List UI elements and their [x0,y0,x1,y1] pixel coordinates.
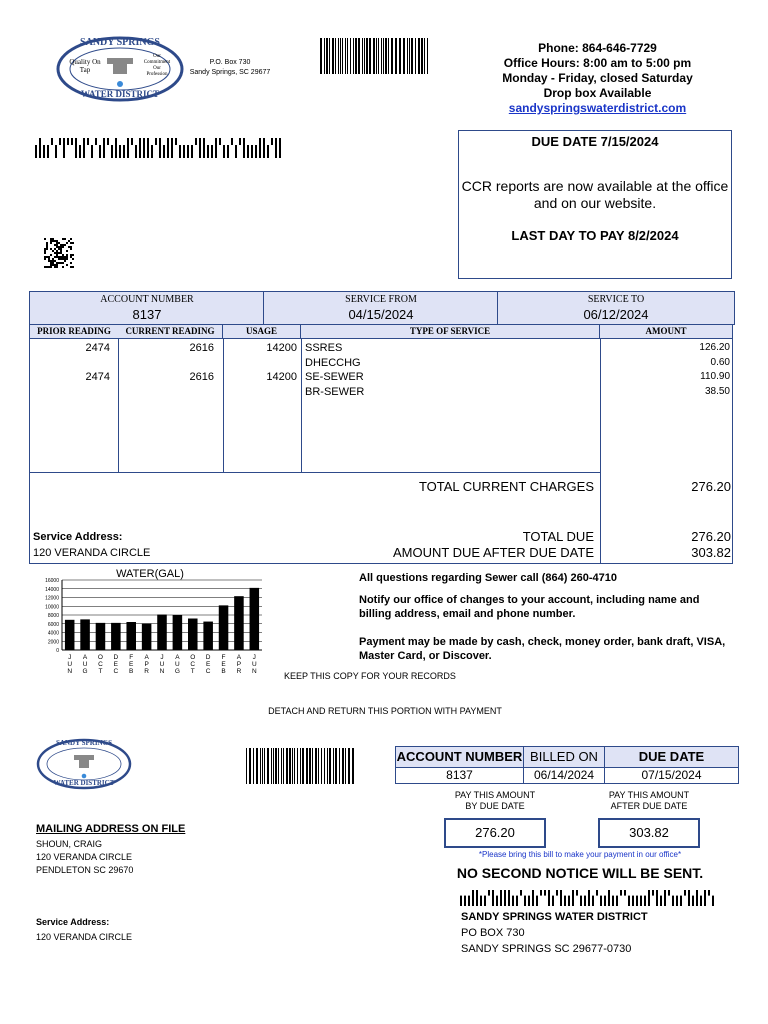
chart-bar [126,622,136,650]
usage-chart [30,566,280,686]
cell-type: SE-SEWER [305,371,364,383]
chart-x-tick-label: J [252,654,256,661]
cell-prior: 2474 [85,371,110,383]
chart-x-tick-label: D [205,654,211,661]
chart-x-tick-label: T [98,668,103,675]
col-prior-header: PRIOR READING [30,325,119,339]
chart-x-tick-label: J [68,654,72,661]
stub-service-label: Service Address: [36,917,110,927]
chart-x-tick-label: C [190,661,196,668]
chart-x-tick-label: B [129,668,134,675]
cell-current: 2616 [189,371,214,383]
mailing-address: SHOUN, CRAIG 120 VERANDA CIRCLE PENDLETON SC 29670 [36,839,134,875]
chart-y-tick-label: 16000 [45,578,59,584]
chart-x-tick-label: A [82,654,88,661]
chart-bar [80,619,90,650]
logo-left-text: Quality On Tap [69,58,101,74]
cell-usage: 14200 [266,342,297,354]
cell-type: BR-SEWER [305,385,365,398]
chart-x-tick-label: A [175,654,180,661]
no-second-notice: NO SECOND NOTICE WILL BE SENT. [456,865,704,881]
chart-bar [65,620,75,650]
chart-bar [234,596,244,650]
chart-x-tick-label: G [174,668,180,675]
qr-code [44,238,74,268]
stub-account-number: 8137 [396,767,524,783]
total-current-label: TOTAL CURRENT CHARGES [418,479,594,494]
stub-logo: SANDY SPRINGS WATER DISTRICT [36,738,132,790]
chart-x-tick-label: N [159,668,165,675]
pay-after-label: PAY THIS AMOUNT AFTER DUE DATE [608,790,690,811]
cell-amount: 126.20 [699,342,730,353]
service-from-cell: SERVICE FROM 04/15/2024 [263,291,499,325]
chart-x-tick-label: U [251,661,257,668]
chart-title: WATER(GAL) [116,568,184,580]
service-from: 04/15/2024 [348,307,414,322]
barcode-top [320,38,432,74]
stub-due-date: 07/15/2024 [641,768,702,782]
chart-bar [219,605,229,650]
mailing-title: MAILING ADDRESS ON FILE [36,823,186,835]
after-due-amount: 303.82 [691,545,731,560]
total-due-amount: 276.20 [691,529,731,544]
chart-x-tick-label: E [221,661,226,668]
chart-x-tick-label: C [113,668,119,675]
chart-y-tick-label: 2000 [47,639,59,646]
charges-table [29,324,733,564]
chart-x-tick-label: E [129,661,134,668]
chart-x-tick-label: F [129,654,134,661]
chart-x-tick-label: A [144,654,149,661]
website-link[interactable]: sandyspringswaterdistrict.com [508,101,687,115]
chart-x-tick-label: E [205,661,211,668]
chart-x-tick-label: E [113,661,119,668]
col-type-header: TYPE OF SERVICE [301,325,600,339]
chart-bar [188,619,198,651]
service-address-label: Service Address: [33,531,123,543]
keep-copy-note: KEEP THIS COPY FOR YOUR RECORDS [284,671,456,681]
due-date-notice: DUE DATE 7/15/2024 [531,134,659,149]
pay-by-label: PAY THIS AMOUNT BY DUE DATE [454,790,536,811]
chart-x-tick-label: U [159,661,165,668]
payment-message: Payment may be made by cash, check, money order, bank draft, VISA, Master Card, or Discover. [359,636,726,662]
chart-x-tick-label: O [190,654,196,661]
chart-x-tick-label: G [82,668,88,675]
service-address: 120 VERANDA CIRCLE [33,547,151,559]
chart-x-tick-label: C [98,661,103,668]
logo-right-text: Our Commitment Our Profession [143,54,171,77]
remit-address: SANDY SPRINGS WATER DISTRICT PO BOX 730 SANDY SPRINGS SC 29677-0730 [461,911,648,955]
chart-x-tick-label: R [236,668,242,675]
chart-bar [173,615,183,650]
chart-x-tick-label: O [97,654,103,661]
last-day-notice: LAST DAY TO PAY 8/2/2024 [511,228,679,243]
chart-x-tick-label: R [144,668,149,675]
account-number: 8137 [132,307,162,322]
cell-prior: 2474 [85,342,110,354]
logo-top-text: SANDY SPRINGS [80,37,160,48]
ccr-notice: CCR reports are now available at the office and on our website. [461,178,729,211]
chart-y-tick-label: 0 [56,648,59,654]
service-to-cell: SERVICE TO 06/12/2024 [497,291,735,325]
postal-barcode [35,138,285,158]
after-due-label: AMOUNT DUE AFTER DUE DATE [392,545,594,560]
pay-by-amount: 276.20 [444,818,546,848]
chart-x-tick-label: U [82,661,88,668]
cell-amount: 38.50 [704,385,730,397]
notify-message: Notify our office of changes to your account, including name and billing address, email and phone number. [359,594,700,620]
cell-usage: 14200 [266,371,297,383]
chart-y-tick-label: 14000 [45,586,59,593]
notice-box [458,130,732,279]
chart-bar [96,623,106,650]
company-logo [55,36,185,102]
bring-bill-note: *Please bring this bill to make your payment in our office* [478,850,682,859]
company-address: P.O. Box 730 Sandy Springs, SC 29677 [189,59,271,76]
pay-after-amount: 303.82 [598,818,700,848]
account-number-cell: ACCOUNT NUMBER 8137 [29,291,265,325]
stub-billed-on: 06/14/2024 [524,767,605,783]
cell-current: 2616 [189,342,214,354]
chart-x-tick-label: U [175,661,180,668]
sewer-message: All questions regarding Sewer call (864) 260-4710 [359,572,617,584]
chart-x-tick-label: D [113,654,119,661]
chart-y-tick-label: 8000 [47,613,59,619]
chart-bar [142,623,152,650]
chart-x-tick-label: B [221,668,226,675]
chart-x-tick-label: P [236,661,242,668]
chart-x-tick-label: C [205,668,211,675]
chart-y-tick-label: 10000 [45,604,59,611]
postal-barcode-stub [460,890,715,906]
service-to: 06/12/2024 [583,307,649,322]
total-current-amount: 276.20 [691,479,731,494]
chart-bar [157,615,167,650]
logo-bottom-text: WATER DISTRICT [80,89,160,99]
stub-service-address: 120 VERANDA CIRCLE [36,932,133,942]
chart-x-tick-label: T [190,668,195,675]
cell-type: SSRES [305,342,343,354]
col-usage-header: USAGE [223,325,301,339]
barcode-stub [246,748,358,784]
chart-bar [111,623,121,650]
cell-type: DHECCHG [305,356,361,369]
chart-y-tick-label: 4000 [47,630,59,637]
chart-x-tick-label: J [160,654,164,661]
cell-amount: 110.90 [700,371,730,382]
chart-x-tick-label: N [67,668,73,675]
contact-block: Phone: 864-646-7729 Office Hours: 8:00 am to 5:00 pm Monday - Friday, closed Saturday Drop box Available sandyspringswaterdistrict.com [502,41,693,115]
total-due-label: TOTAL DUE [522,529,594,544]
chart-y-tick-label: 6000 [47,621,59,628]
detach-note: DETACH AND RETURN THIS PORTION WITH PAYMENT [268,706,502,716]
stub-account-table: ACCOUNT NUMBER BILLED ON DUE DATE 8137 06/14/2024 07/15/2024 [395,746,739,784]
cell-amount: 0.60 [710,356,730,368]
col-current-header: CURRENT READING [118,325,223,339]
chart-x-tick-label: F [221,654,226,661]
chart-x-tick-label: A [236,654,242,661]
col-amount-header: AMOUNT [600,325,732,339]
chart-bar [250,588,260,650]
chart-x-tick-label: P [144,661,149,668]
chart-x-tick-label: N [251,668,257,675]
chart-bar [203,622,213,650]
chart-x-tick-label: U [67,661,73,668]
chart-y-tick-label: 12000 [45,595,59,602]
